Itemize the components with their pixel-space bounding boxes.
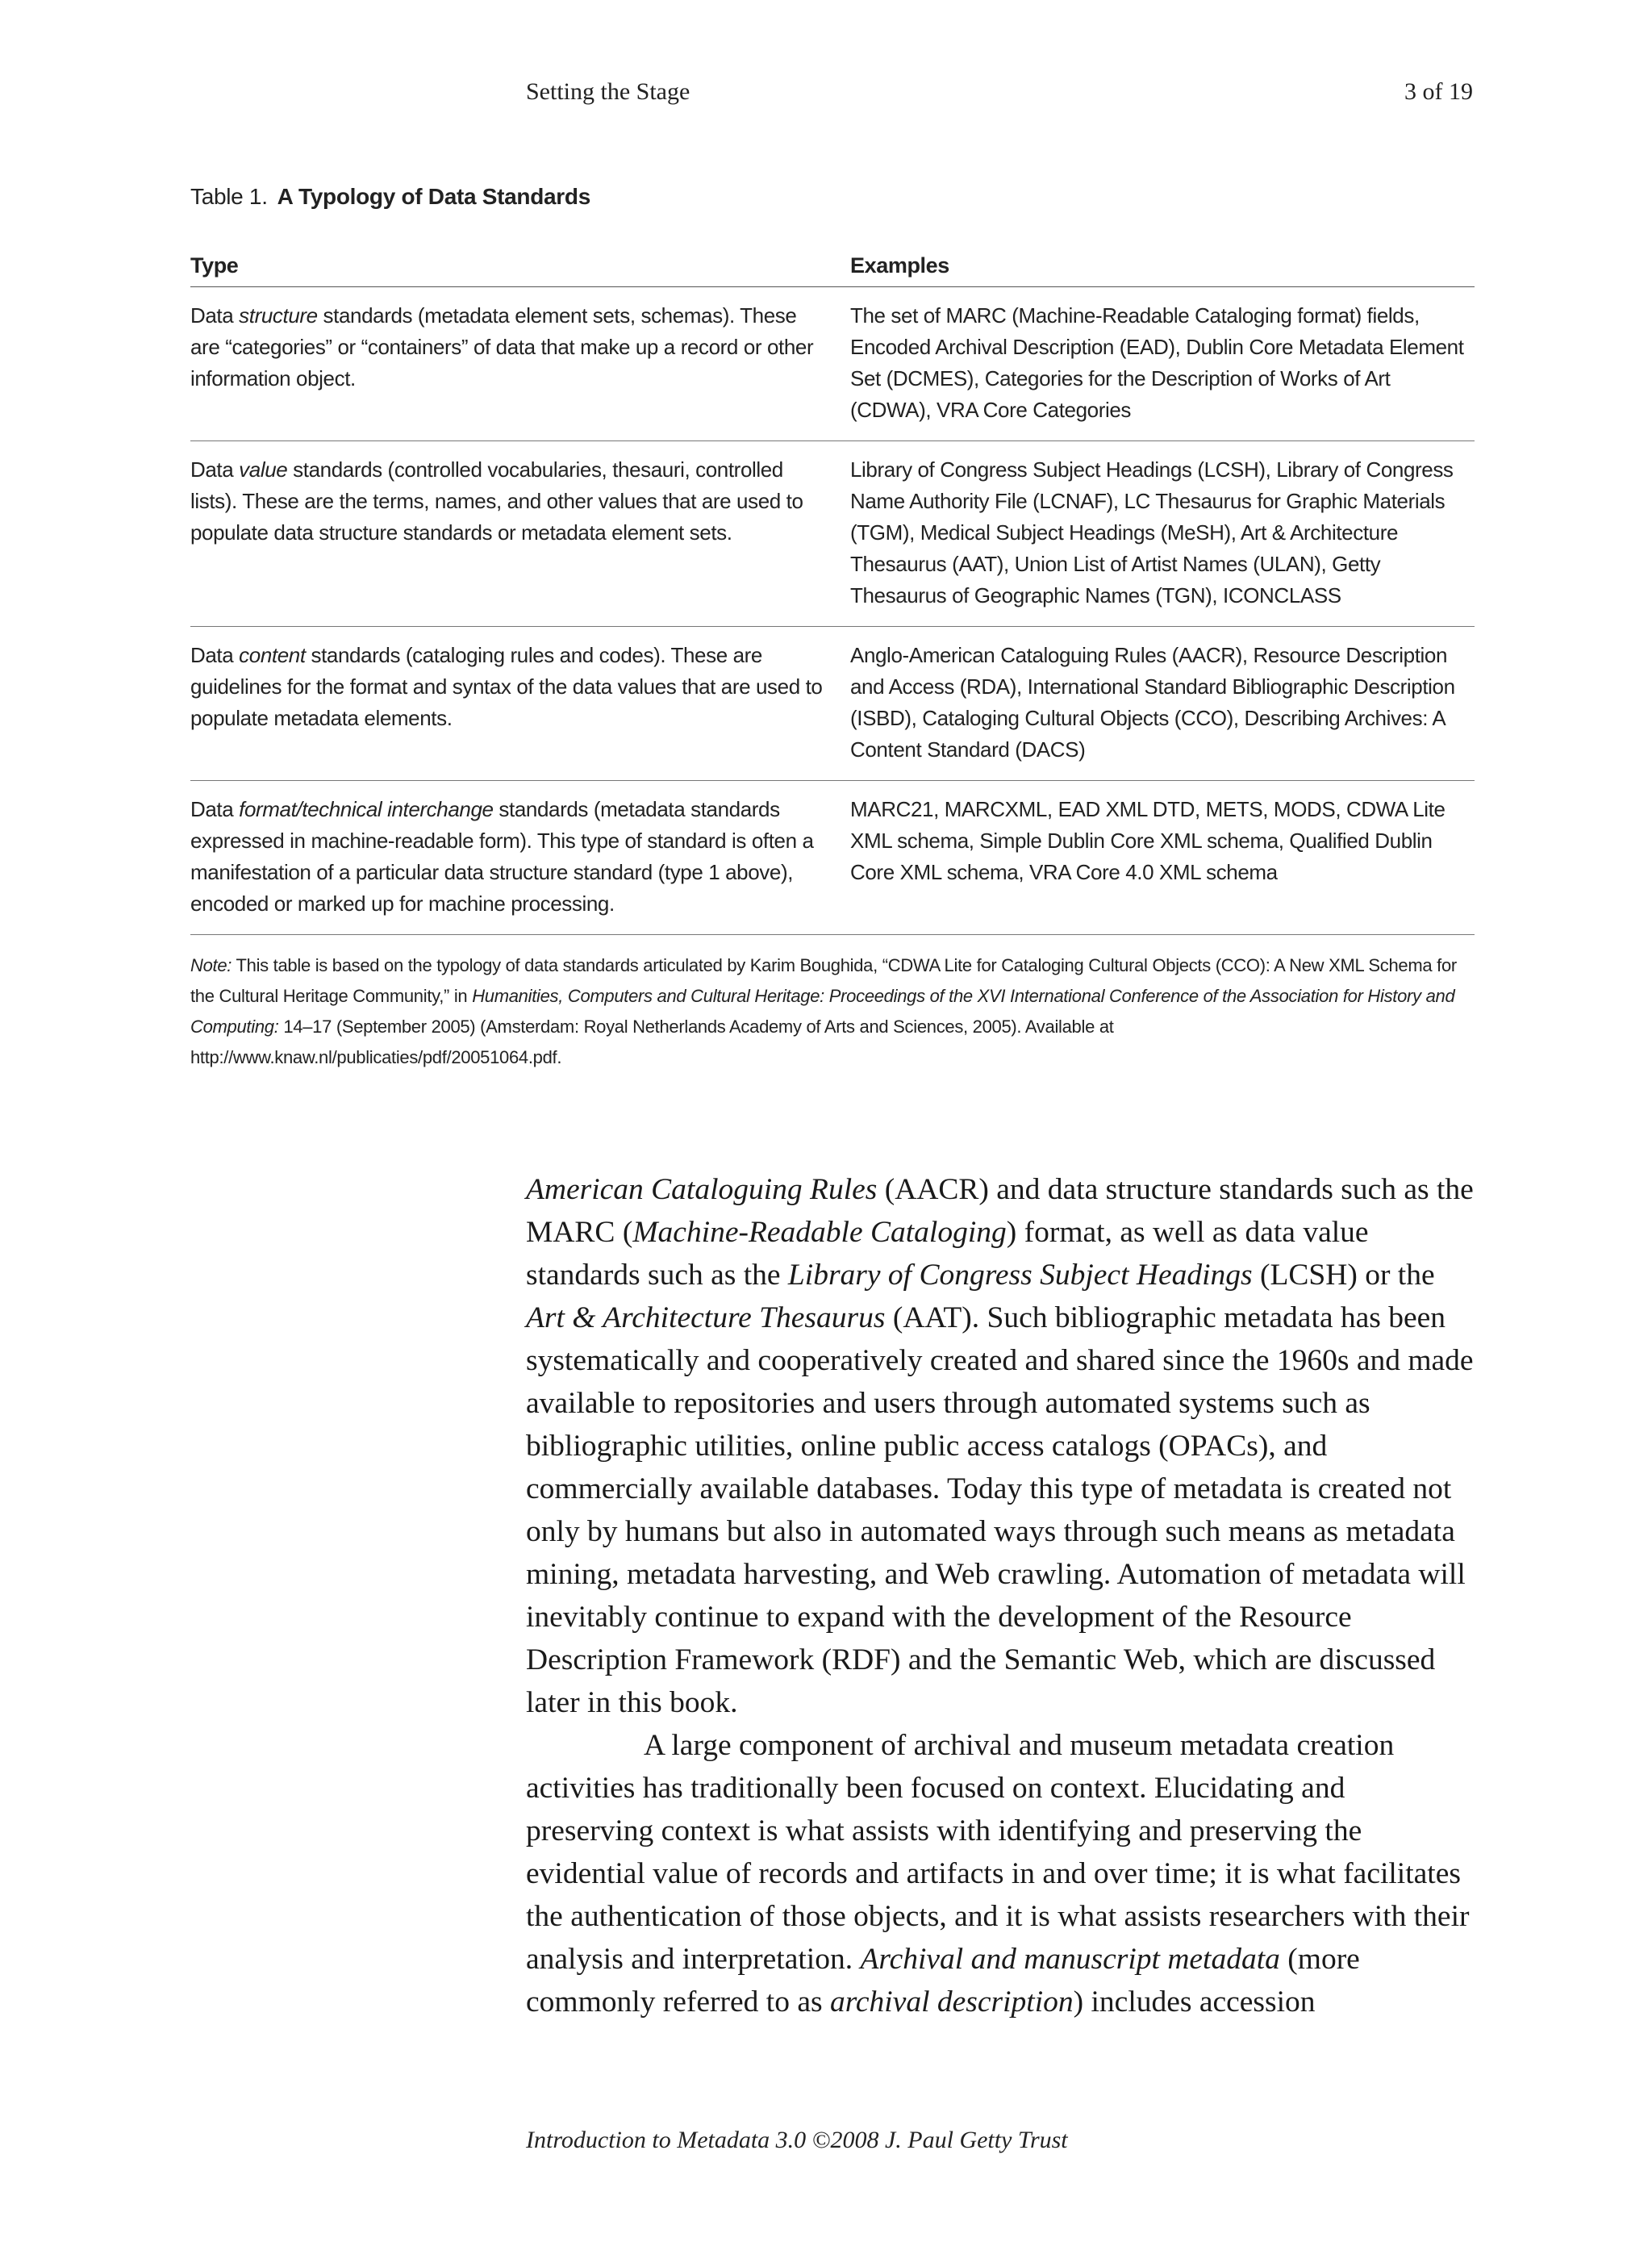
note-label: Note:: [190, 955, 232, 975]
type-cell: Data format/technical interchange standards (metadata standards expressed in machine-readable form). This type of standard is often a manifestation of a particular data structure standard (type 1 above), encoded or marked up for machine processing.: [190, 781, 850, 935]
column-header-type: Type: [190, 250, 850, 287]
body-paragraph: A large component of archival and museum metadata creation activities has traditionally been focused on context. Elucidating and preserving context is what assists with identifying and preserving the evidential value of records and artifacts in and over time; it is what facilitates the authentication of those objects, and it is what assists researchers with their analysis and interpretation. Archival and manuscript metadata (more commonly referred to as archival description) includes accession: [526, 1729, 1470, 2019]
page-footer: Introduction to Metadata 3.0 ©2008 J. Paul Getty Trust: [526, 2127, 1068, 2153]
type-cell: Data content standards (cataloging rules and codes). These are guidelines for the format and syntax of the data values that are used to populate metadata elements.: [190, 627, 850, 781]
table-number: Table 1.: [190, 184, 268, 209]
examples-cell: Anglo-American Cataloguing Rules (AACR), Resource Description and Access (RDA), International Standard Bibliographic Description (ISBD), Cataloging Cultural Objects (CCO), Describing Archives: A Content Standard (DACS): [850, 627, 1475, 781]
table-caption: [190, 184, 590, 210]
running-header-title: Setting the Stage: [526, 78, 690, 105]
table-row: [190, 287, 1475, 441]
type-cell: Data structure standards (metadata element sets, schemas). These are “categories” or “containers” of data that make up a record or other information object.: [190, 287, 850, 441]
data-standards-table: [190, 250, 1475, 935]
table-row: [190, 781, 1475, 935]
body-text: [526, 1168, 1478, 2023]
table-row: [190, 441, 1475, 627]
column-header-examples: Examples: [850, 250, 1475, 287]
examples-cell: MARC21, MARCXML, EAD XML DTD, METS, MODS, CDWA Lite XML schema, Simple Dublin Core XML schema, Qualified Dublin Core XML schema, VRA Core 4.0 XML schema: [850, 781, 1475, 935]
table-row: [190, 627, 1475, 781]
page-indicator: 3 of 19: [1404, 78, 1473, 105]
table-title: A Typology of Data Standards: [277, 184, 590, 209]
examples-cell: Library of Congress Subject Headings (LCSH), Library of Congress Name Authority File (LCNAF), LC Thesaurus for Graphic Materials (TGM), Medical Subject Headings (MeSH), Art & Architecture Thesaurus (AAT), Union List of Artist Names (ULAN), Getty Thesaurus of Geographic Names (TGN), ICONCLASS: [850, 441, 1475, 627]
examples-cell: The set of MARC (Machine-Readable Cataloging format) fields, Encoded Archival Description (EAD), Dublin Core Metadata Element Set (DCMES), Categories for the Description of Works of Art (CDWA), VRA Core Categories: [850, 287, 1475, 441]
body-paragraph: American Cataloguing Rules (AACR) and data structure standards such as the MARC (Machine-Readable Cataloging) format, as well as data value standards such as the Library of Congress Subject Headings (LCSH) or the Art & Architecture Thesaurus (AAT). Such bibliographic metadata has been systematically and cooperatively created and shared since the 1960s and made available to repositories and users through automated systems such as bibliographic utilities, online public access catalogs (OPACs), and commercially available databases. Today this type of metadata is created not only by humans but also in automated ways through such means as metadata mining, metadata harvesting, and Web crawling. Automation of metadata will inevitably continue to expand with the development of the Resource Description Framework (RDF) and the Semantic Web, which are discussed later in this book.: [526, 1173, 1474, 1719]
type-cell: Data value standards (controlled vocabularies, thesauri, controlled lists). These are the terms, names, and other values that are used to populate data structure standards or metadata element sets.: [190, 441, 850, 627]
table-note: Note: This table is based on the typology of data standards articulated by Karim Boughida, “CDWA Lite for Cataloging Cultural Objects (CCO): A New XML Schema for the Cultural Heritage Community,” in Humanities, Computers and Cultural Heritage: Proceedings of the XVI International Conference of the Association for History and Computing: 14–17 (September 2005) (Amsterdam: Royal Netherlands Academy of Arts and Sciences, 2005). Available at http://www.knaw.nl/publicaties/pdf/20051064.pdf.: [190, 955, 1457, 1067]
table-header-row: [190, 250, 1475, 287]
